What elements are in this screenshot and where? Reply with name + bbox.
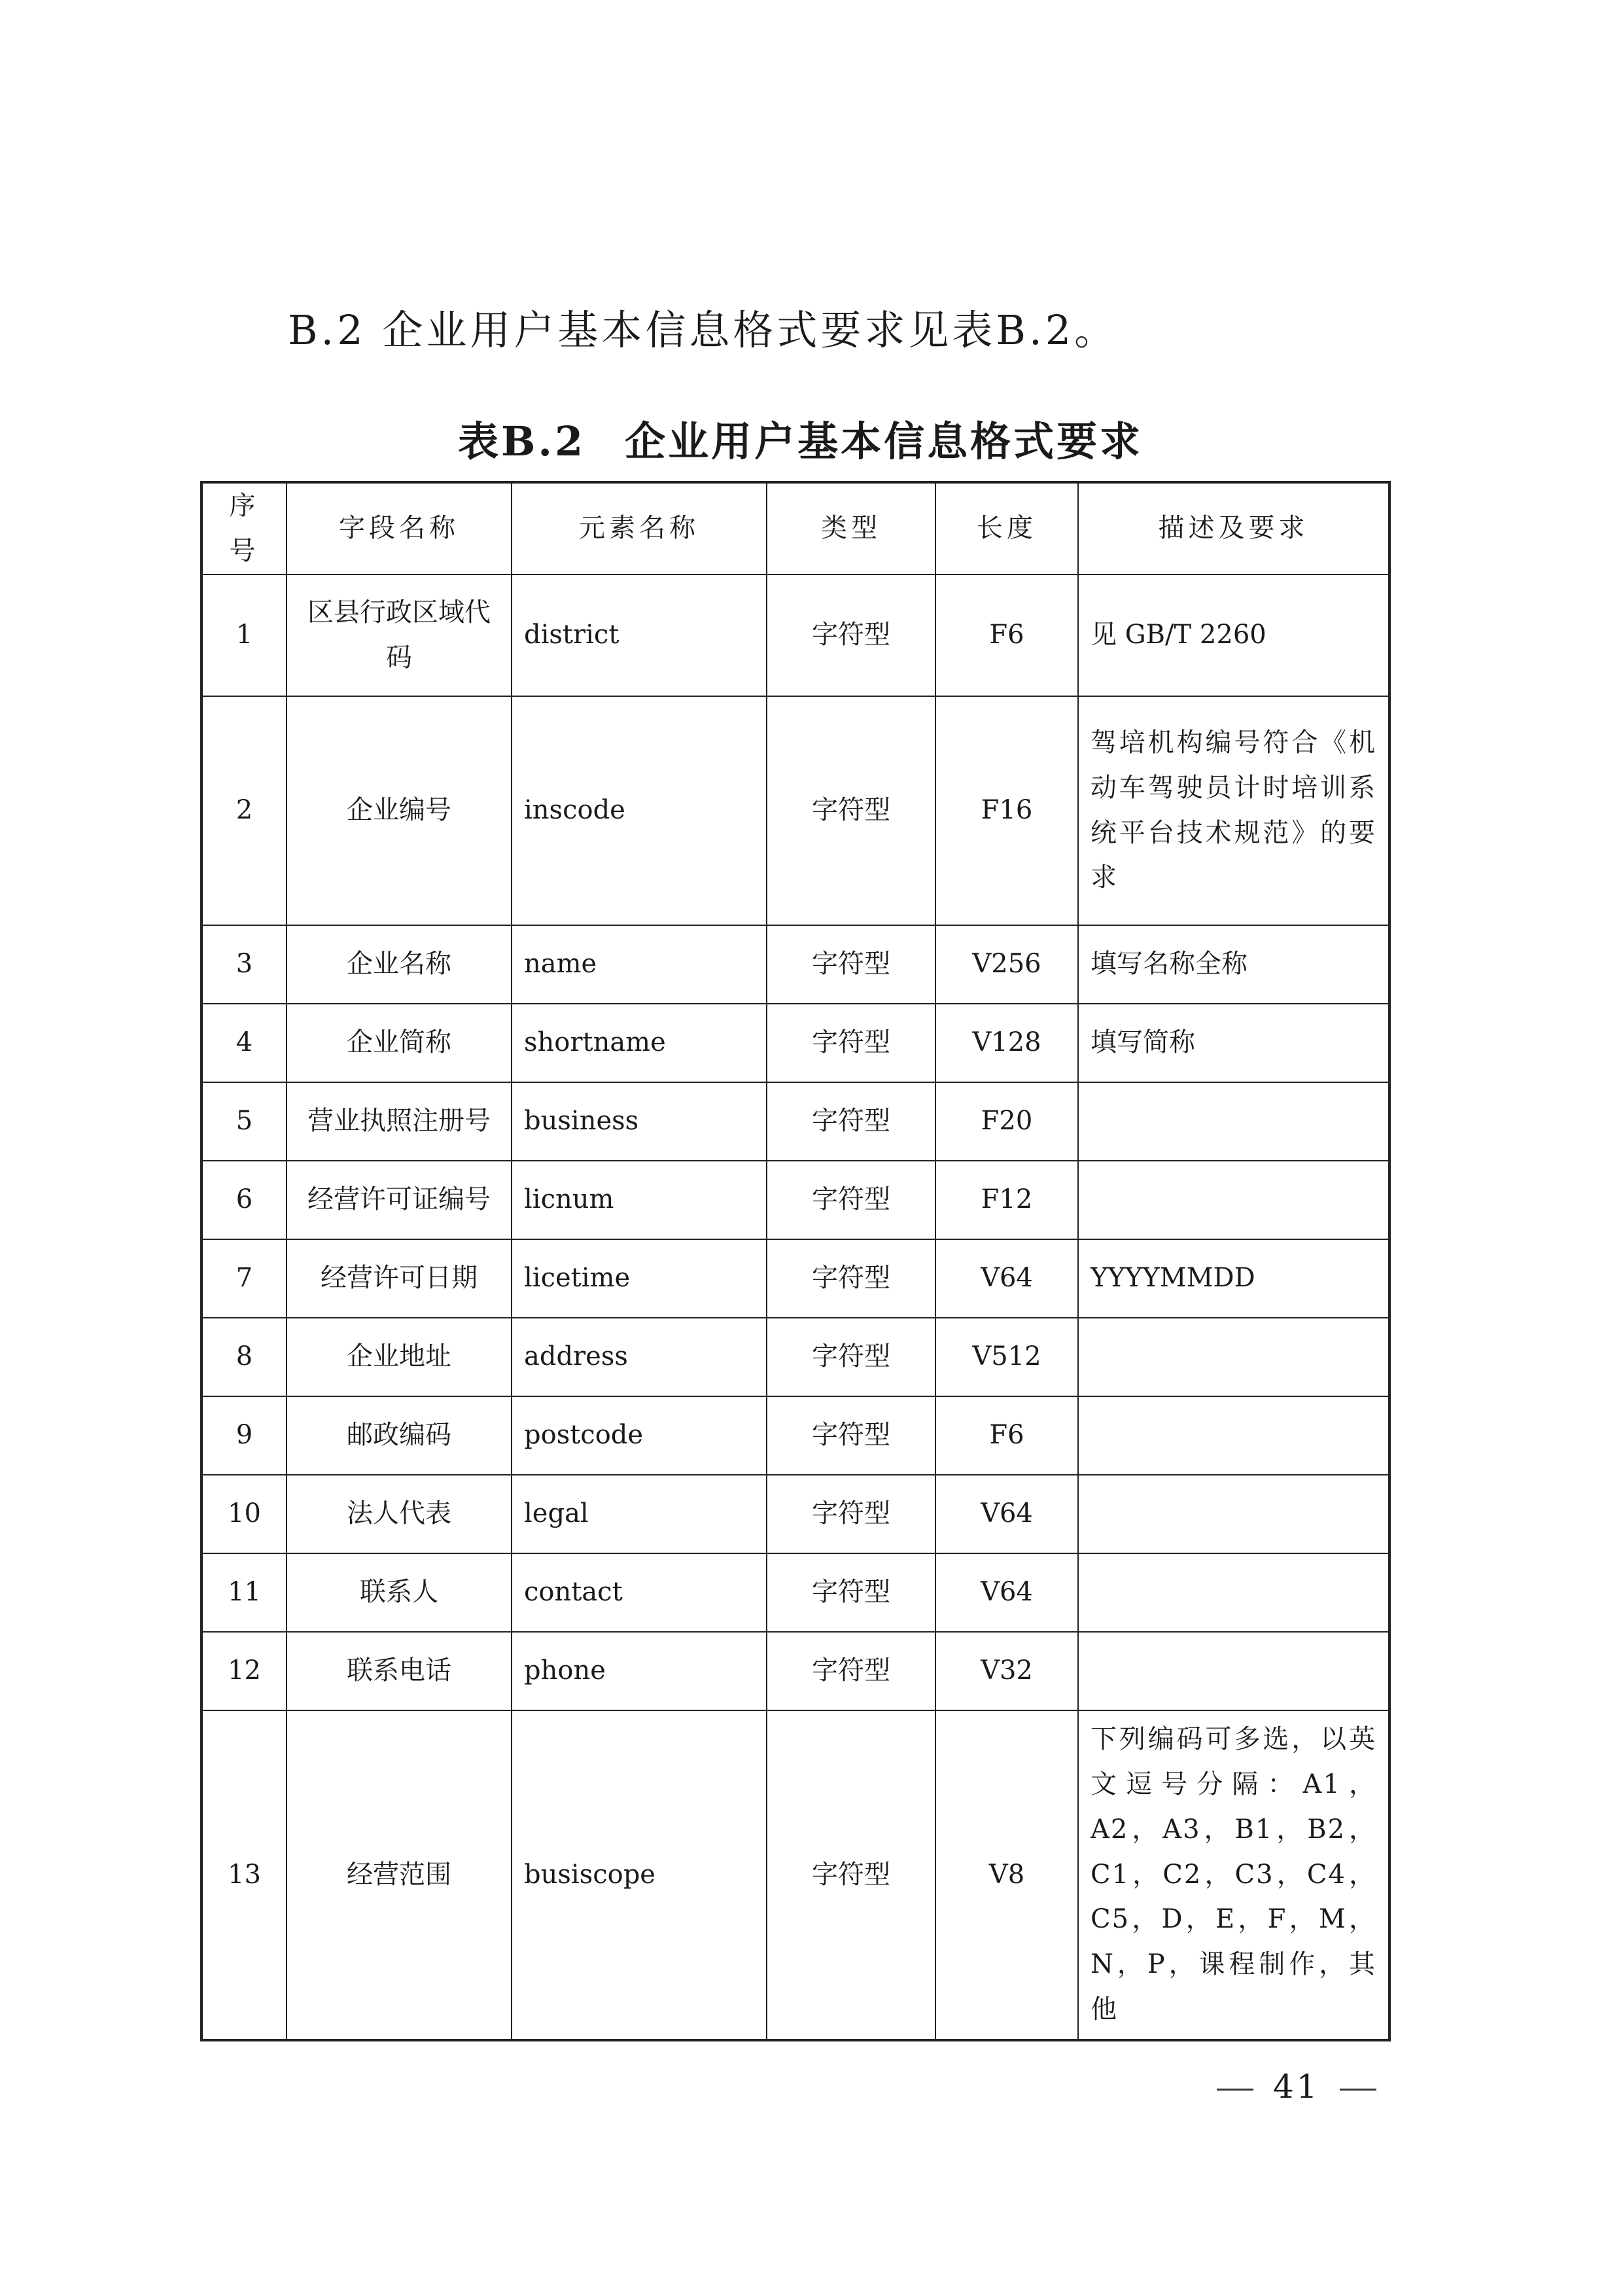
cell-desc: 驾培机构编号符合《机动车驾驶员计时培训系统平台技术规范》的要求	[1078, 696, 1389, 925]
cell-desc	[1078, 1396, 1389, 1475]
cell-desc	[1078, 1475, 1389, 1553]
table-row	[201, 1632, 1389, 1710]
page-number-value: 41	[1273, 2068, 1320, 2106]
table-row	[201, 1396, 1389, 1475]
cell-type: 字符型	[767, 1396, 935, 1475]
cell-type: 字符型	[767, 1475, 935, 1553]
cell-desc: 填写名称全称	[1078, 925, 1389, 1004]
cell-no: 8	[201, 1318, 287, 1396]
table-caption-title: 企业用户基本信息格式要求	[625, 417, 1143, 465]
cell-field: 区县行政区域代码	[287, 574, 512, 696]
table-caption	[458, 409, 1143, 467]
cell-length: V64	[935, 1239, 1078, 1318]
table-row	[201, 1318, 1389, 1396]
cell-length: V64	[935, 1475, 1078, 1553]
page-number-right-dash	[1340, 2089, 1376, 2091]
cell-element: business	[512, 1082, 767, 1161]
cell-type: 字符型	[767, 1710, 935, 2040]
cell-length: F16	[935, 696, 1078, 925]
cell-element: licnum	[512, 1161, 767, 1239]
cell-length: F6	[935, 1396, 1078, 1475]
cell-no: 10	[201, 1475, 287, 1553]
cell-type: 字符型	[767, 1553, 935, 1632]
page-number	[1197, 2068, 1396, 2106]
cell-type: 字符型	[767, 696, 935, 925]
cell-desc	[1078, 1632, 1389, 1710]
cell-element: name	[512, 925, 767, 1004]
cell-length: V8	[935, 1710, 1078, 2040]
cell-length: V128	[935, 1004, 1078, 1082]
cell-element: postcode	[512, 1396, 767, 1475]
cell-field: 经营许可证编号	[287, 1161, 512, 1239]
header-field: 字段名称	[287, 482, 512, 574]
cell-field: 企业名称	[287, 925, 512, 1004]
cell-desc: 见 GB/T 2260	[1078, 574, 1389, 696]
cell-no: 4	[201, 1004, 287, 1082]
header-type: 类型	[767, 482, 935, 574]
table-row	[201, 1082, 1389, 1161]
table-row	[201, 1710, 1389, 2040]
cell-no: 9	[201, 1396, 287, 1475]
cell-no: 11	[201, 1553, 287, 1632]
cell-element: busiscope	[512, 1710, 767, 2040]
cell-no: 7	[201, 1239, 287, 1318]
table-row	[201, 1004, 1389, 1082]
header-desc: 描述及要求	[1078, 482, 1389, 574]
cell-element: district	[512, 574, 767, 696]
cell-element: inscode	[512, 696, 767, 925]
cell-length: F12	[935, 1161, 1078, 1239]
table-row	[201, 925, 1389, 1004]
cell-no: 2	[201, 696, 287, 925]
cell-no: 5	[201, 1082, 287, 1161]
cell-type: 字符型	[767, 574, 935, 696]
cell-field: 营业执照注册号	[287, 1082, 512, 1161]
cell-desc	[1078, 1318, 1389, 1396]
cell-desc	[1078, 1082, 1389, 1161]
page-number-left-dash	[1217, 2089, 1253, 2091]
cell-field: 企业简称	[287, 1004, 512, 1082]
table-row	[201, 1553, 1389, 1632]
cell-element: licetime	[512, 1239, 767, 1318]
cell-element: shortname	[512, 1004, 767, 1082]
intro-paragraph: B.2 企业用户基本信息格式要求见表B.2。	[288, 306, 1119, 354]
cell-element: phone	[512, 1632, 767, 1710]
cell-field: 经营许可日期	[287, 1239, 512, 1318]
cell-desc: 下列编码可多选，以英文逗号分隔：A1，A2，A3，B1，B2，C1，C2，C3，C4，C5，D，E，F，M，N，P，课程制作，其他	[1078, 1710, 1389, 2040]
table-row	[201, 1161, 1389, 1239]
cell-no: 1	[201, 574, 287, 696]
cell-type: 字符型	[767, 925, 935, 1004]
cell-type: 字符型	[767, 1239, 935, 1318]
table-row	[201, 696, 1389, 925]
cell-length: F20	[935, 1082, 1078, 1161]
cell-field: 经营范围	[287, 1710, 512, 2040]
cell-no: 13	[201, 1710, 287, 2040]
cell-field: 企业地址	[287, 1318, 512, 1396]
cell-no: 3	[201, 925, 287, 1004]
cell-desc	[1078, 1161, 1389, 1239]
cell-desc: 填写简称	[1078, 1004, 1389, 1082]
cell-element: contact	[512, 1553, 767, 1632]
header-element: 元素名称	[512, 482, 767, 574]
table-row	[201, 1239, 1389, 1318]
cell-length: V32	[935, 1632, 1078, 1710]
cell-desc	[1078, 1553, 1389, 1632]
header-length: 长度	[935, 482, 1078, 574]
cell-no: 12	[201, 1632, 287, 1710]
cell-field: 联系人	[287, 1553, 512, 1632]
cell-type: 字符型	[767, 1632, 935, 1710]
cell-length: F6	[935, 574, 1078, 696]
header-no: 序号	[201, 482, 287, 574]
table-row	[201, 1475, 1389, 1553]
cell-field: 联系电话	[287, 1632, 512, 1710]
table-row	[201, 574, 1389, 696]
table-header-row	[201, 482, 1389, 574]
format-table	[200, 481, 1391, 2041]
table-caption-id: 表B.2	[458, 417, 586, 465]
cell-length: V512	[935, 1318, 1078, 1396]
cell-length: V256	[935, 925, 1078, 1004]
cell-type: 字符型	[767, 1004, 935, 1082]
cell-field: 邮政编码	[287, 1396, 512, 1475]
cell-type: 字符型	[767, 1161, 935, 1239]
cell-field: 企业编号	[287, 696, 512, 925]
cell-type: 字符型	[767, 1082, 935, 1161]
cell-field: 法人代表	[287, 1475, 512, 1553]
cell-no: 6	[201, 1161, 287, 1239]
cell-element: legal	[512, 1475, 767, 1553]
cell-desc: YYYYMMDD	[1078, 1239, 1389, 1318]
cell-length: V64	[935, 1553, 1078, 1632]
cell-type: 字符型	[767, 1318, 935, 1396]
cell-element: address	[512, 1318, 767, 1396]
